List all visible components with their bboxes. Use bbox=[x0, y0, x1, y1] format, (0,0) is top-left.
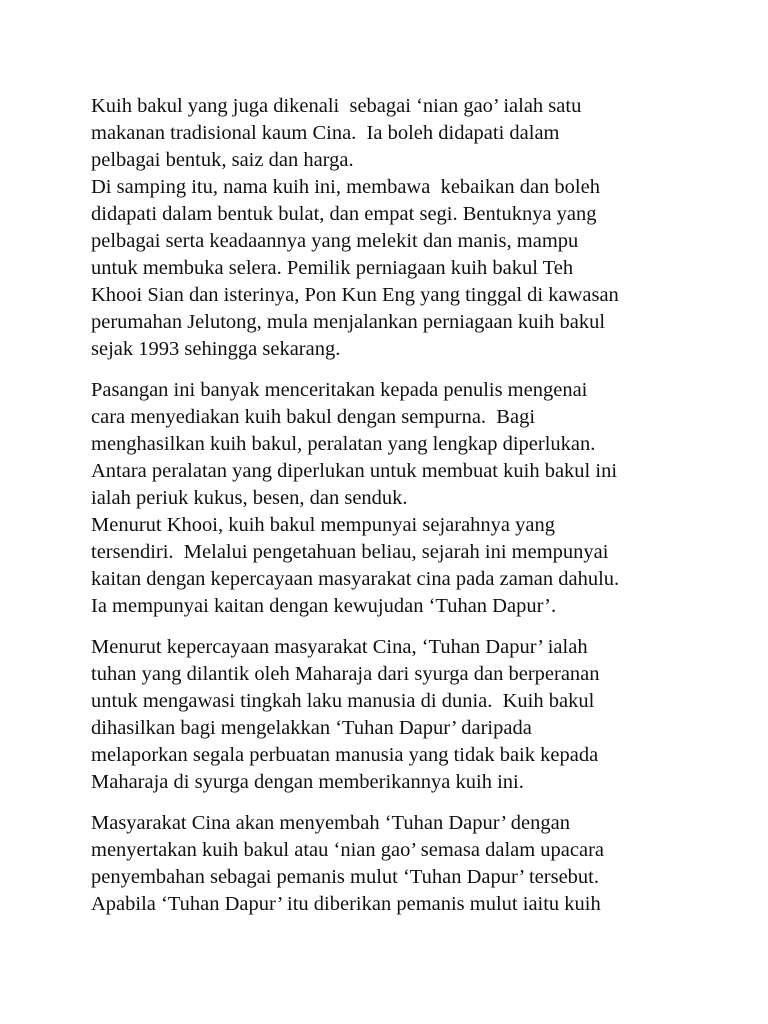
paragraph-line: Menurut Khooi, kuih bakul mempunyai sejarahnya yang bbox=[91, 514, 555, 536]
paragraph-line: Khooi Sian dan isterinya, Pon Kun Eng yang tinggal di kawasan bbox=[91, 284, 619, 306]
paragraph-line: ialah periuk kukus, besen, dan senduk. bbox=[91, 487, 408, 509]
paragraph-line: didapati dalam bentuk bulat, dan empat segi. Bentuknya yang bbox=[91, 203, 597, 225]
paragraph-line: pelbagai bentuk, saiz dan harga. bbox=[91, 149, 354, 171]
paragraph-line: Menurut kepercayaan masyarakat Cina, ‘Tuhan Dapur’ ialah bbox=[91, 636, 588, 658]
paragraph-line: tersendiri. Melalui pengetahuan beliau, sejarah ini mempunyai bbox=[91, 541, 609, 563]
paragraph-1 bbox=[91, 93, 701, 363]
paragraph-line: Ia mempunyai kaitan dengan kewujudan ‘Tuhan Dapur’. bbox=[91, 595, 557, 617]
document-page bbox=[91, 93, 701, 918]
paragraph-line: Apabila ‘Tuhan Dapur’ itu diberikan pemanis mulut iaitu kuih bbox=[91, 893, 601, 915]
paragraph-line: dihasilkan bagi mengelakkan ‘Tuhan Dapur’ daripada bbox=[91, 717, 532, 739]
paragraph-line: cara menyediakan kuih bakul dengan sempurna. Bagi bbox=[91, 406, 536, 428]
paragraph-line: pelbagai serta keadaannya yang melekit dan manis, mampu bbox=[91, 230, 579, 252]
paragraph-line: menghasilkan kuih bakul, peralatan yang lengkap diperlukan. bbox=[91, 433, 596, 455]
paragraph-line: perumahan Jelutong, mula menjalankan perniagaan kuih bakul bbox=[91, 311, 606, 333]
paragraph-3 bbox=[91, 634, 701, 796]
paragraph-line: makanan tradisional kaum Cina. Ia boleh didapati dalam bbox=[91, 122, 560, 144]
paragraph-line: Antara peralatan yang diperlukan untuk membuat kuih bakul ini bbox=[91, 460, 618, 482]
paragraph-line: menyertakan kuih bakul atau ‘nian gao’ semasa dalam upacara bbox=[91, 839, 605, 861]
paragraph-4 bbox=[91, 810, 701, 918]
paragraph-line: Masyarakat Cina akan menyembah ‘Tuhan Dapur’ dengan bbox=[91, 812, 570, 834]
paragraph-line: Di samping itu, nama kuih ini, membawa kebaikan dan boleh bbox=[91, 176, 600, 198]
paragraph-line: Kuih bakul yang juga dikenali sebagai ‘nian gao’ ialah satu bbox=[91, 95, 582, 117]
paragraph-line: Pasangan ini banyak menceritakan kepada penulis mengenai bbox=[91, 379, 588, 401]
paragraph-line: sejak 1993 sehingga sekarang. bbox=[91, 338, 341, 360]
paragraph-line: tuhan yang dilantik oleh Maharaja dari syurga dan berperanan bbox=[91, 663, 600, 685]
paragraph-line: penyembahan sebagai pemanis mulut ‘Tuhan Dapur’ tersebut. bbox=[91, 866, 600, 888]
paragraph-2 bbox=[91, 377, 701, 620]
paragraph-line: untuk membuka selera. Pemilik perniagaan kuih bakul Teh bbox=[91, 257, 574, 279]
paragraph-line: untuk mengawasi tingkah laku manusia di dunia. Kuih bakul bbox=[91, 690, 595, 712]
paragraph-line: kaitan dengan kepercayaan masyarakat cina pada zaman dahulu. bbox=[91, 568, 620, 590]
paragraph-line: melaporkan segala perbuatan manusia yang tidak baik kepada bbox=[91, 744, 599, 766]
paragraph-line: Maharaja di syurga dengan memberikannya kuih ini. bbox=[91, 771, 524, 793]
